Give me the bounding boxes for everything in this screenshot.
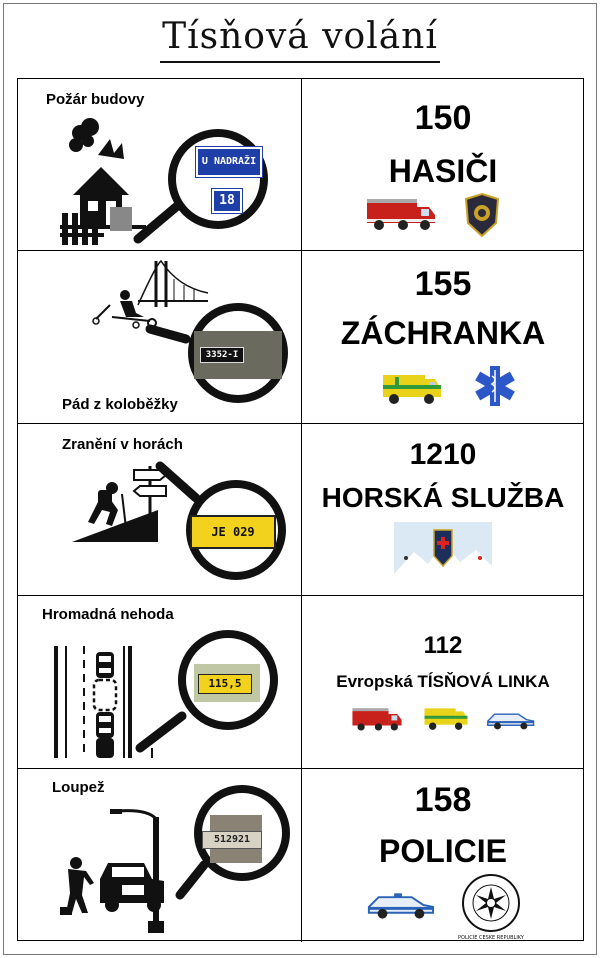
service-name: HORSKÁ SLUŽBA (321, 482, 565, 513)
kilometer-sign-plate (198, 674, 252, 694)
emergency-table (17, 78, 584, 941)
emergency-number: 1210 (409, 438, 477, 471)
scenario-caption: Zranění v horách (62, 436, 183, 453)
row-police (18, 769, 583, 942)
star-of-life-icon (473, 364, 517, 408)
service-name: POLICIE (378, 833, 507, 869)
service-cell (303, 251, 583, 423)
house-number-sign (212, 189, 242, 213)
mountain-sign-text: JE 029 (211, 525, 255, 539)
railing-number-text: 3352-I (205, 350, 239, 360)
scenario-caption: Loupež (52, 779, 105, 796)
ambulance-icon (381, 371, 443, 405)
police-car-icon (365, 889, 435, 919)
scenario-cell (18, 251, 302, 423)
fire-truck-icon (351, 706, 403, 732)
page-title: Tísňová volání (0, 16, 600, 57)
house-number-text: 18 (219, 193, 235, 208)
scenario-caption: Požár budovy (46, 91, 145, 108)
emergency-number: 158 (414, 781, 472, 819)
emergency-number: 155 (414, 265, 472, 303)
mountain-rescue-logo (394, 522, 492, 574)
firefighter-badge-icon (465, 193, 499, 237)
service-cell (303, 424, 583, 595)
street-sign-icon (196, 147, 262, 177)
service-name: HASIČI (388, 153, 498, 189)
fire-truck-icon (365, 197, 437, 231)
door-number-text: 512921 (213, 834, 251, 845)
emergency-number: 150 (414, 99, 472, 137)
fence-gate (110, 207, 132, 231)
row-ambulance (18, 251, 583, 424)
scenario-cell (18, 424, 302, 595)
service-name: Evropská TÍSŇOVÁ LINKA (336, 672, 550, 691)
police-car-icon (485, 708, 535, 730)
ambulance-icon (423, 705, 469, 731)
police-badge-icon (461, 873, 521, 933)
scenario-cell (18, 79, 302, 250)
scenario-cell (18, 769, 302, 942)
police-badge-text: POLICIE ČESKÉ REPUBLIKY (458, 935, 524, 941)
door-number-plate (202, 831, 262, 849)
scenario-cell (18, 596, 302, 768)
row-fire (18, 79, 583, 251)
street-sign-text: U NADRAŽI (201, 156, 257, 167)
kilometer-sign-text: 115,5 (208, 677, 242, 690)
service-cell (303, 79, 583, 250)
row-crash (18, 596, 583, 769)
emergency-number: 112 (423, 632, 463, 659)
scenario-caption: Pád z koloběžky (62, 396, 178, 413)
highway-crash-icon (52, 646, 132, 758)
mountain-sign-plate (190, 515, 276, 549)
service-name: ZÁCHRANKA (340, 315, 546, 351)
service-cell (303, 596, 583, 768)
robbery-icon (60, 849, 170, 919)
service-cell (303, 769, 583, 942)
railing-number-plate (200, 347, 244, 363)
burning-house-icon (58, 115, 148, 243)
scenario-caption: Hromadná nehoda (42, 606, 174, 623)
row-mountain (18, 424, 583, 596)
